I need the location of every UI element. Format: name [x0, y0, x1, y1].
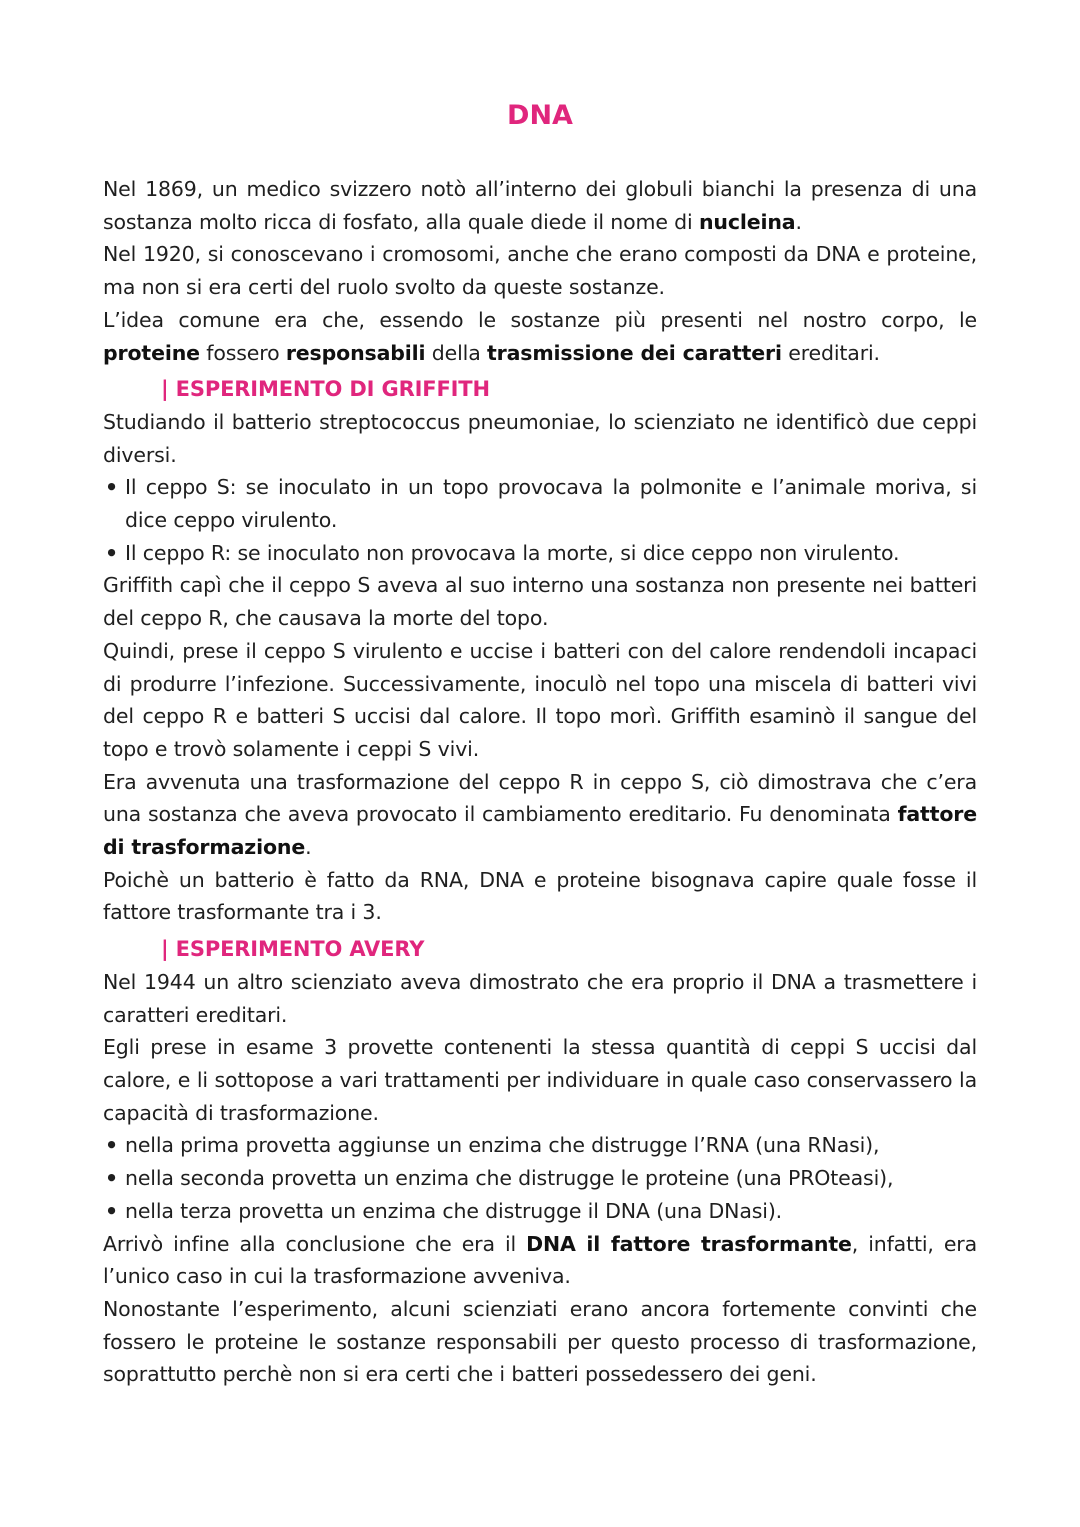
text-run: della [425, 340, 487, 365]
document-body [103, 173, 977, 1391]
avery-paragraph-2: Egli prese in esame 3 provette contenenti la stessa quantità di ceppi S uccisi dal calore, e li sottopose a vari trattamenti per individuare in quale caso conservassero la capacità di trasformazione. [103, 1035, 977, 1125]
bold-term: trasmissione dei caratteri [486, 340, 782, 365]
text-run: . [795, 209, 802, 234]
text-run: L’idea comune era che, essendo le sostanze più presenti nel nostro corpo, le [103, 307, 977, 332]
bold-term: DNA il fattore trasformante [526, 1231, 852, 1256]
text-run: Era avvenuta una trasformazione del ceppo R in ceppo S, ciò dimostrava che c’era una sostanza che aveva provocato il cambiamento ereditario. Fu denominata [103, 769, 977, 827]
intro-paragraph-1 [103, 173, 977, 238]
list-item: • Il ceppo S: se inoculato in un topo provocava la polmonite e l’animale moriva, si dice ceppo virulento. [103, 471, 977, 536]
text-run: fossero [199, 340, 286, 365]
text-run: Arrivò infine alla conclusione che era il [103, 1231, 527, 1256]
text-run: ereditari. [781, 340, 880, 365]
text-run: . [305, 835, 312, 860]
bold-term: nucleina [698, 209, 796, 234]
bold-term: fattore di trasformazione [103, 802, 977, 860]
bold-term: proteine [103, 340, 200, 365]
griffith-paragraph-5: Poichè un batterio è fatto da RNA, DNA e proteine bisognava capire quale fosse il fattore trasformante tra i 3. [103, 867, 977, 925]
griffith-paragraph-4 [103, 766, 977, 864]
griffith-bullet-list [103, 471, 977, 569]
intro-paragraph-2: Nel 1920, si conoscevano i cromosomi, anche che erano composti da DNA e proteine, ma non si era certi del ruolo svolto da queste sostanze. [103, 242, 977, 300]
section-heading-griffith: | ESPERIMENTO DI GRIFFITH [161, 377, 490, 402]
list-item: • nella terza provetta un enzima che distrugge il DNA (una DNasi). [103, 1195, 977, 1228]
section-heading-avery: | ESPERIMENTO AVERY [161, 937, 425, 962]
page-title: DNA [507, 100, 573, 131]
list-item: • nella seconda provetta un enzima che distrugge le proteine (una PROteasi), [103, 1162, 977, 1195]
list-item: • Il ceppo R: se inoculato non provocava la morte, si dice ceppo non virulento. [103, 537, 977, 570]
griffith-paragraph-3: Quindi, prese il ceppo S virulento e uccise i batteri con del calore rendendoli incapaci di produrre l’infezione. Successivamente, inoculò nel topo una miscela di batteri vivi del ceppo R e batteri S uccisi dal calore. Il topo morì. Griffith esaminò il sangue del topo e trovò solamente i ceppi S vivi. [103, 638, 977, 761]
avery-bullet-list [103, 1129, 977, 1227]
avery-paragraph-4: Nonostante l’esperimento, alcuni scienziati erano ancora fortemente convinti che fossero le proteine le sostanze responsabili per questo processo di trasformazione, soprattutto perchè non si era certi che i batteri possedessero dei geni. [103, 1296, 977, 1387]
text-run: , infatti, era l’unico caso in cui la trasformazione avveniva. [103, 1231, 977, 1289]
griffith-paragraph-1: Studiando il batterio streptococcus pneumoniae, lo scienziato ne identificò due ceppi diversi. [103, 409, 977, 467]
intro-paragraph-3 [103, 304, 977, 369]
list-item: • nella prima provetta aggiunse un enzima che distrugge l’RNA (una RNasi), [103, 1129, 977, 1162]
griffith-paragraph-2: Griffith capì che il ceppo S aveva al suo interno una sostanza non presente nei batteri del ceppo R, che causava la morte del topo. [103, 573, 977, 631]
avery-paragraph-3 [103, 1228, 977, 1293]
avery-paragraph-1: Nel 1944 un altro scienziato aveva dimostrato che era proprio il DNA a trasmettere i caratteri ereditari. [103, 969, 977, 1027]
bold-term: responsabili [285, 340, 426, 365]
text-run: Nel 1869, un medico svizzero notò all’interno dei globuli bianchi la presenza di una sostanza molto ricca di fosfato, alla quale diede il nome di [103, 177, 977, 234]
